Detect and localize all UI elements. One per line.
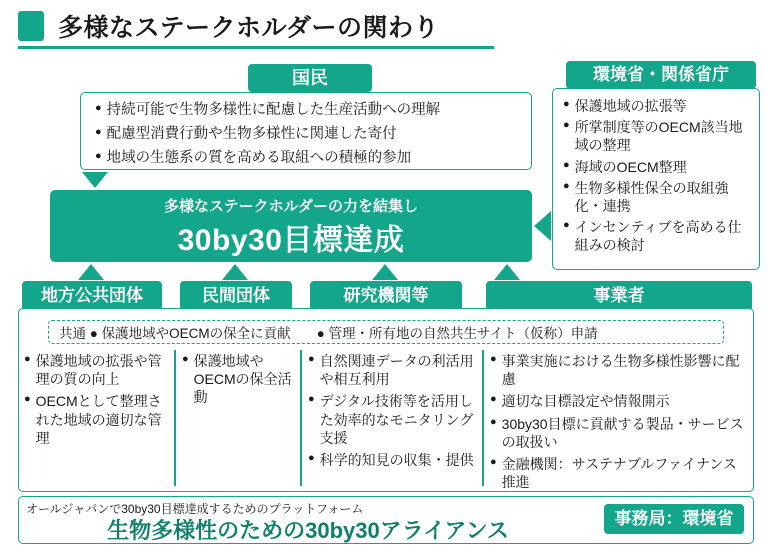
bullet-icon: ● [95,102,102,114]
common-items-strip [48,320,724,344]
arrow-up-icon [78,264,104,280]
bullet-icon: ● [95,149,102,162]
list-item [563,158,751,176]
ministry-box [552,88,760,270]
citizens-label: 国民 [248,64,372,92]
bullet-icon: ● [308,353,315,365]
column-divider [300,350,302,486]
list-item-text: 持続可能で生物多様性に配慮した生産活動への理解 [106,102,441,118]
column-private-org [182,352,294,411]
common-right-text: ● 管理・所有地の自然共生サイト（仮称）申請 [316,326,598,341]
bullet-icon: ● [490,415,497,428]
list-item [563,218,751,254]
bullet-icon: ● [490,455,497,468]
bullet-icon: ● [563,98,570,110]
list-item [24,352,170,388]
citizens-box [80,92,532,170]
list-item-text: 30by30目標に貢献する製品・サービスの取扱い [501,415,744,450]
header-mark-icon [18,11,44,41]
column-business [490,352,746,495]
list-item [490,415,746,451]
list-item [308,451,476,469]
list-item [490,352,746,388]
list-item [182,352,294,407]
category-label-research: 研究機関等 [310,281,462,311]
footer-title: 生物多様性のための30by30アライアンス [107,518,509,543]
column-local-government [24,352,170,451]
list-item-text: 保護地域やOECMの保全活動 [193,353,292,406]
list-item-text: 金融機関：サステナブルファイナンス推進 [501,455,737,491]
bullet-icon: ● [563,158,570,171]
list-item [563,97,751,115]
arrow-down-icon [82,172,108,188]
list-item [490,392,746,410]
list-item [95,125,519,144]
list-item [95,149,519,168]
ministry-label: 環境省・関係省庁 [566,61,756,89]
bullet-icon: ● [490,353,497,365]
category-label-private-org: 民間団体 [180,281,292,311]
page-header [18,8,439,44]
list-item-text: 自然関連データの利活用や相互利用 [319,353,474,388]
list-item [308,392,476,447]
goal-title: 30by30目標達成 [177,224,405,257]
common-left-text: 共通 ● 保護地域やOECMの保全に貢献 [59,326,291,341]
category-label-local-government: 地方公共団体 [22,281,162,311]
list-item [95,101,519,120]
list-item [24,392,170,447]
arrow-up-icon [372,264,398,280]
bullet-icon: ● [563,179,570,192]
list-item-text: OECMとして整理された地域の適切な管理 [35,393,162,446]
arrow-up-icon [222,264,248,280]
goal-box [50,190,532,262]
bullet-icon: ● [95,125,102,138]
list-item-text: インセンティブを高める仕組みの検討 [574,219,742,254]
category-label-business: 事業者 [486,281,752,311]
list-item-text: デジタル技術等を活用した効率的なモニタリング支援 [319,393,474,446]
secretariat-badge: 事務局：環境省 [604,504,744,534]
list-item-text: 適切な目標設定や情報開示 [501,393,670,410]
list-item-text: 海域のOECM整理 [574,158,687,175]
list-item-text: 科学的知見の収集・提供 [319,451,474,468]
list-item-text: 生物多様性保全の取組強化・連携 [574,179,729,214]
list-item-text: 保護地域の拡張や管理の質の向上 [35,353,162,388]
list-item-text: 事業実施における生物多様性影響に配慮 [501,353,740,388]
bullet-icon: ● [308,451,315,464]
list-item-text: 配慮型消費行動や生物多様性に関連した寄付 [106,125,397,142]
goal-subtitle: 多様なステークホルダーの力を結集し [163,198,419,215]
page-title: 多様なステークホルダーの関わり [58,14,440,42]
arrow-left-icon [534,211,551,241]
list-item-text: 所掌制度等のOECM該当地域の整理 [574,119,743,154]
bullet-icon: ● [24,353,31,365]
list-item [563,179,751,215]
list-item-text: 地域の生態系の質を高める取組への積極的参加 [106,149,412,166]
bullet-icon: ● [182,353,189,365]
list-item [563,118,751,154]
bullet-icon: ● [24,393,31,406]
bullet-icon: ● [563,219,570,232]
bullet-icon: ● [308,393,315,406]
list-item [308,352,476,388]
bullet-icon: ● [490,393,497,406]
list-item-text: 保護地域の拡張等 [574,98,687,114]
header-rule [18,46,494,49]
column-divider [174,350,176,486]
footer-subtitle: オールジャパンで30by30目標達成するためのプラットフォーム [26,502,364,516]
list-item [490,455,746,491]
bullet-icon: ● [563,119,570,132]
column-divider [482,350,484,486]
column-research [308,352,476,473]
arrow-up-icon [494,264,520,280]
